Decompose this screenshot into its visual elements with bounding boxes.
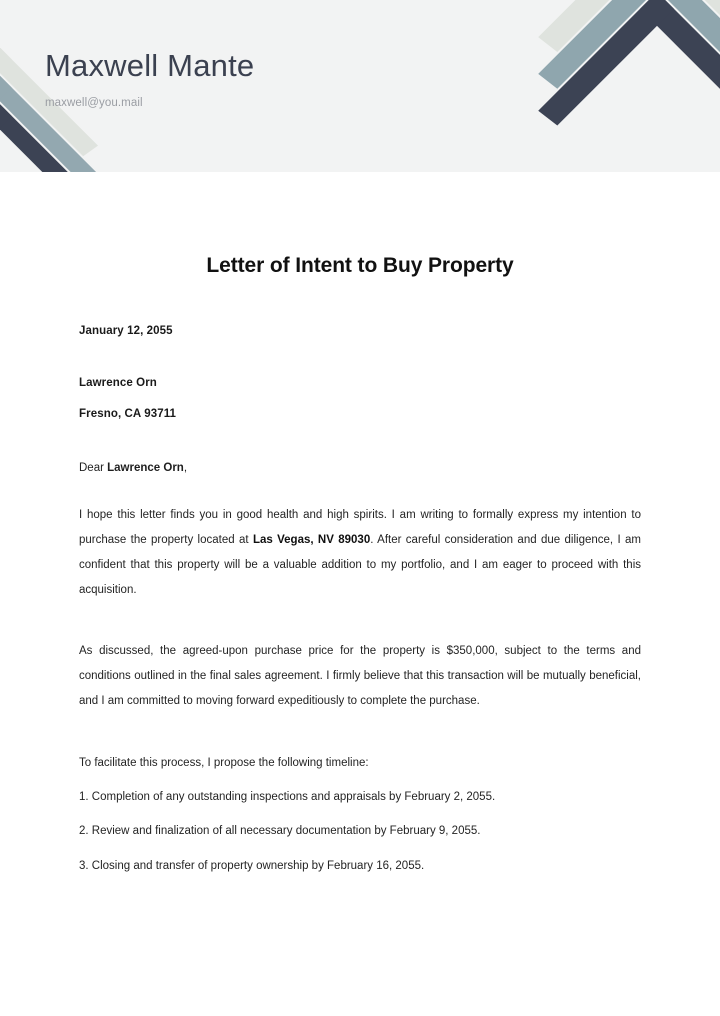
list-item: 1. Completion of any outstanding inspections and appraisals by February 2, 2055. (79, 791, 496, 804)
paragraph-intent-text-before: I hope this letter finds you in good health and high spirits. I am writing to formally express my intention to purchase the property located at (79, 509, 641, 546)
salutation-recipient-name: Lawrence Orn (107, 462, 184, 474)
sender-block (45, 48, 254, 109)
salutation-line (79, 462, 641, 474)
sender-email: maxwell@you.mail (45, 96, 143, 109)
paragraph-intent (79, 503, 641, 603)
property-address-highlight: Las Vegas, NV 89030 (252, 533, 371, 546)
timeline-intro: To facilitate this process, I propose the following timeline: (79, 756, 369, 769)
chevron-decoration-top-right (494, 0, 720, 172)
recipient-name: Lawrence Orn (79, 377, 157, 389)
letter-date: January 12, 2055 (79, 325, 173, 337)
letter-body (0, 254, 720, 875)
timeline-list (79, 788, 641, 875)
list-item: 3. Closing and transfer of property ownership by February 16, 2055. (79, 859, 425, 872)
salutation-suffix: , (183, 462, 188, 474)
recipient-address: Fresno, CA 93711 (79, 408, 177, 420)
page-title: Letter of Intent to Buy Property (206, 254, 514, 277)
paragraph-intent-text-after: . After careful consideration and due diligence, I am confident that this property will be a valuable addition to my portfolio, and I am eager to proceed with this acquisition. (79, 533, 641, 596)
paragraph-purchase-price: As discussed, the agreed-upon purchase price for the property is $350,000, subject to the terms and conditions outlined in the final sales agreement. I firmly believe that this transaction will be mutually beneficial, and I am committed to moving forward expeditiously to complete the purchase. (79, 644, 641, 707)
letterhead-banner (0, 0, 720, 172)
list-item: 2. Review and finalization of all necessary documentation by February 9, 2055. (79, 825, 481, 838)
sender-name: Maxwell Mante (45, 48, 255, 83)
salutation-prefix: Dear (79, 462, 108, 474)
